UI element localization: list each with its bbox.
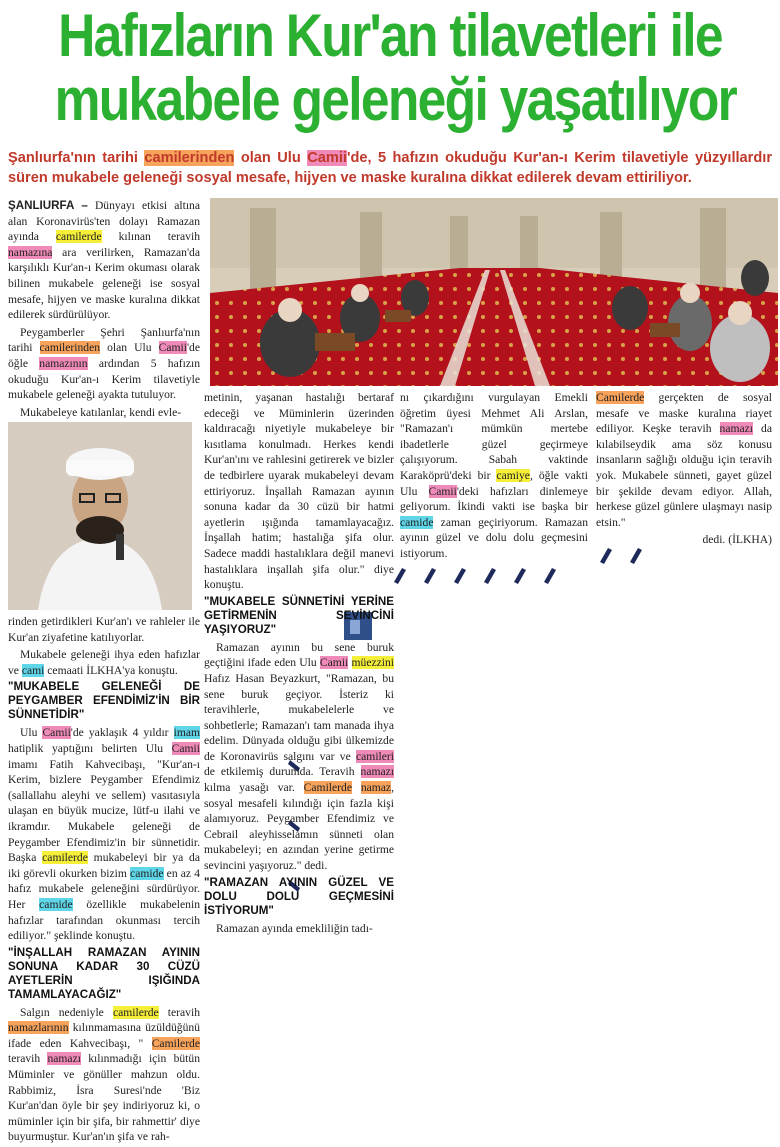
- text: imamı Fatih Kahvecibaşı, "Kur'an-ı Kerim, bizlere Peygamber Efendimiz (sallallahu aleyhi ve sellem) vasıtasıyla ulaşan en büyük mucize, lütf-u ilahi ve ikramdır. Mukabele geleneği de Peygamber Efendimiz'in bir sünnetidir. Başka: [8, 757, 200, 865]
- highlight: Camii: [42, 726, 71, 740]
- highlight: camiye: [496, 468, 530, 482]
- highlight: camilerde: [55, 230, 102, 244]
- text: Peygamberler Şehri Şanlıurfa'nın tarihi: [8, 325, 200, 355]
- lead-text: olan Ulu: [234, 150, 308, 166]
- text: kılınmamasına üzüldüğünü ifade eden Kahvecibaşı, ": [8, 1021, 200, 1050]
- column-3: [400, 390, 588, 564]
- highlight: namazının: [39, 356, 88, 370]
- highlight: camide: [400, 515, 434, 529]
- text: teravih: [158, 1005, 200, 1019]
- text: Ulu: [20, 726, 43, 740]
- headline: [54, 2, 737, 133]
- paragraph: [8, 725, 200, 943]
- highlight: Camii: [171, 741, 200, 755]
- text: 'de yaklaşık 4 yıldır: [70, 726, 174, 740]
- signature: dedi. (İLKHA): [702, 533, 772, 547]
- text: Mukabele geleneği ihya eden hafızlar ve: [8, 648, 200, 677]
- text: cemaati İLKHA'ya konuştu.: [44, 663, 178, 677]
- highlight: müezzini: [351, 656, 394, 670]
- paragraph: rinden getirdikleri Kur'an'ı ve rahleler ile Kur'an ziyafetine katılıyorlar.: [8, 615, 200, 644]
- text: teravih: [8, 1052, 48, 1066]
- paragraph: [400, 390, 588, 562]
- text: en az 4 hafız mukabele geleneğini sürdürüyor. Her: [8, 866, 200, 911]
- highlight: camileri: [356, 749, 394, 763]
- subheading: "MUKABELE SÜNNETİNİ YERİNE GETİRMENİN SEVİNCİNİ YAŞIYORUZ": [204, 594, 394, 636]
- lead-text: Şanlıurfa'nın tarihi: [8, 150, 145, 166]
- highlight: imam: [173, 726, 200, 740]
- text: 'deki hafızları dinlemeye geliyorum. İkindi vakti ise başka bir: [400, 484, 588, 514]
- text: [348, 656, 351, 669]
- highlight: namaz: [360, 781, 392, 795]
- text: Salgın nedeniyle: [20, 1005, 113, 1019]
- paragraph: [8, 647, 200, 678]
- text: kılınmadığı için bütün Müminler ve gönüller mahzun oldu. Rabbimiz, İsra Suresi'nde 'Biz Kur'an'dan öyle bir şey indiriyoruz ki, o müminler için bir şifa, bir rahmettir' diye buyurmuştur. Kur'an'ın şifa ve rah-: [8, 1052, 201, 1144]
- text: ara verilirken, Ramazan'da karşılıklı Kur'an-ı Kerim okuması olarak bilinen mukabele geleneği ise sosyal mesafe, hijyen ve maske kuralına dikkat edilerek sürdürülüyor.: [8, 245, 200, 322]
- dateline: ŞANLIURFA –: [8, 199, 88, 212]
- text: Ramazan ayının bu sene buruk geçtiğini ifade eden Ulu: [204, 640, 394, 670]
- text: de etkilemiş durumda. Teravih: [204, 765, 361, 779]
- paragraph: [204, 640, 394, 874]
- highlight: cami: [21, 663, 45, 677]
- paragraph: [8, 325, 200, 403]
- subheading: "MUKABELE GELENEĞİ DE PEYGAMBER EFENDİMİZ'İN BİR SÜNNETİDİR": [8, 680, 200, 722]
- text: 'de öğle: [8, 341, 200, 370]
- highlight: Camii: [428, 484, 457, 498]
- mosque-interior-photo: [210, 198, 778, 386]
- column-2: [204, 390, 394, 938]
- headline-line-1: Hafızların Kur'an tilavetleri ile: [58, 2, 722, 69]
- text: ardından 5 hafızın okuduğu Kur'an-ı Kerim tilavetiyle mukabele geleneği ayakta tutuluyor.: [8, 356, 200, 402]
- text: olan Ulu: [100, 341, 159, 355]
- paragraph: metinin, yaşanan hastalığı bertaraf edeceği ve Müminlerin üzerinden kaldıracağı niyetiyle mukabeleye bir kısıtlama konulmadı. Herkes kendi Kur'an'ını ve rahlesini getirerek ve bizler de tedbirlere uyarak mukabeleyi devam ettiriyoruz. İnşallah Ramazan ayının sonuna kadar da 30 cüzü bir hatmi ayetlerin ışığında tamamlayacağız. İnşallah hatim; hastalığa şifa olur. Sadece maddi hastalıklara değil manevi hastalıklara inşallah şifa olur." diye konuştu.: [204, 391, 394, 592]
- subheading: "RAMAZAN AYININ GÜZEL VE DOLU DOLU GEÇMESİNİ İSTİYORUM": [204, 875, 394, 917]
- text: Hafız Hasan Beyazkurt, "Ramazan, bu sene buruk geçiyor. İsteriz ki teravihlerle, mukabelelerle ve sohbetlerle; Ramazan'ı tam manada ihya edelim. Dünyada olduğu gibi ülkemizde de Koronavirüs salgını var ve: [204, 671, 394, 763]
- column-4: [596, 390, 772, 550]
- highlight: camide: [130, 866, 164, 880]
- highlight: namazı: [719, 422, 754, 436]
- text: kılma yasağı var.: [204, 781, 304, 795]
- text: Dünyayı etkisi altına alan Koronavirüs'ten dolayı Ramazan ayında: [8, 199, 200, 244]
- highlight: camilerde: [112, 1005, 159, 1019]
- text: mukabeleyi bir ya da iki görevli okurken bizim: [8, 851, 200, 880]
- paragraph: [596, 390, 772, 530]
- highlight: Camii: [319, 656, 349, 670]
- imam-portrait-photo: [8, 422, 192, 610]
- text: nı çıkardığını vurgulayan Emekli öğretim üyesi Mehmet Ali Arslan, "Ramazan'ı mümkün mertebe ibadetlerle güzel geçirmeye çalışıyorum. Sabah vaktinde Karaköprü'deki bir: [400, 391, 588, 482]
- text: gerçekten de sosyal mesafe ve maske kuralına riayet ediliyor. Keşke teravih: [596, 391, 772, 436]
- text: , öğle vakti Ulu: [400, 468, 588, 498]
- lead-highlight: Camii: [307, 150, 347, 166]
- headline-line-2: mukabele geleneği yaşatılıyor: [54, 66, 737, 133]
- highlight: namazına: [8, 245, 53, 259]
- text: [352, 781, 361, 794]
- lead-highlight: camilerinden: [144, 150, 235, 166]
- highlight: namazı: [360, 765, 394, 779]
- highlight: Camii: [158, 341, 187, 355]
- text: hatiplik yaptığını belirten Ulu: [8, 741, 172, 755]
- highlight: camilerde: [42, 851, 88, 865]
- paragraph: [8, 198, 200, 323]
- highlight: Camilerde: [151, 1036, 200, 1050]
- highlight: Camilerde: [596, 391, 645, 404]
- subheading: "İNŞALLAH RAMAZAN AYININ SONUNA KADAR 30 CÜZÜ AYETLERİN IŞIĞINDA TAMAMLAYACAĞIZ": [8, 945, 200, 1001]
- lead-paragraph: [8, 148, 772, 188]
- lead-text: 'de, 5 hafızın okuduğu Kur'an-ı Kerim tilavetiyle yüzyıllardır süren mukabele geleneği sosyal mesafe, hijyen ve maske kuralına dikkat edilerek devam ettiriliyor.: [8, 150, 773, 186]
- paragraph: Ramazan ayında emekliliğin tadı-: [216, 921, 373, 935]
- text: zaman geçiriyorum. Ramazan ayının güzel ve dolu dolu geçmesini istiyorum.: [400, 515, 588, 560]
- text: da kılabilseydik ama söz konusu insanların sağlığı olduğu için teravih yok. Mukabele sünneti, gayet güzel bir şekilde devam ediyor. Allah, herkese güzel günlere ulaşmayı nasip etsin.": [596, 422, 772, 529]
- highlight: namazlarının: [8, 1021, 69, 1035]
- highlight: camilerinden: [39, 341, 101, 355]
- text: özellikle mukabelenin hafızlar tarafından okunması tercih ediliyor." şeklinde konuştu.: [8, 897, 200, 943]
- highlight: Camilerde: [303, 781, 352, 795]
- paragraph: Mukabeleye katılanlar, kendi evle-: [20, 405, 182, 419]
- highlight: camide: [39, 897, 73, 911]
- column-1-bottom: [8, 614, 200, 1147]
- column-1-top: [8, 198, 200, 422]
- paragraph: [8, 1005, 200, 1145]
- text: , sosyal mesafeli kılındığı için fazla kişi alamıyoruz. Peygamber Efendimiz ve Cebrail aleyhisselamın sünneti olan mukabeleyi; en azından yerine getirme sevincini yaşıyoruz." dedi.: [204, 781, 394, 873]
- text: kılınan teravih: [101, 230, 200, 244]
- highlight: namazı: [47, 1052, 81, 1066]
